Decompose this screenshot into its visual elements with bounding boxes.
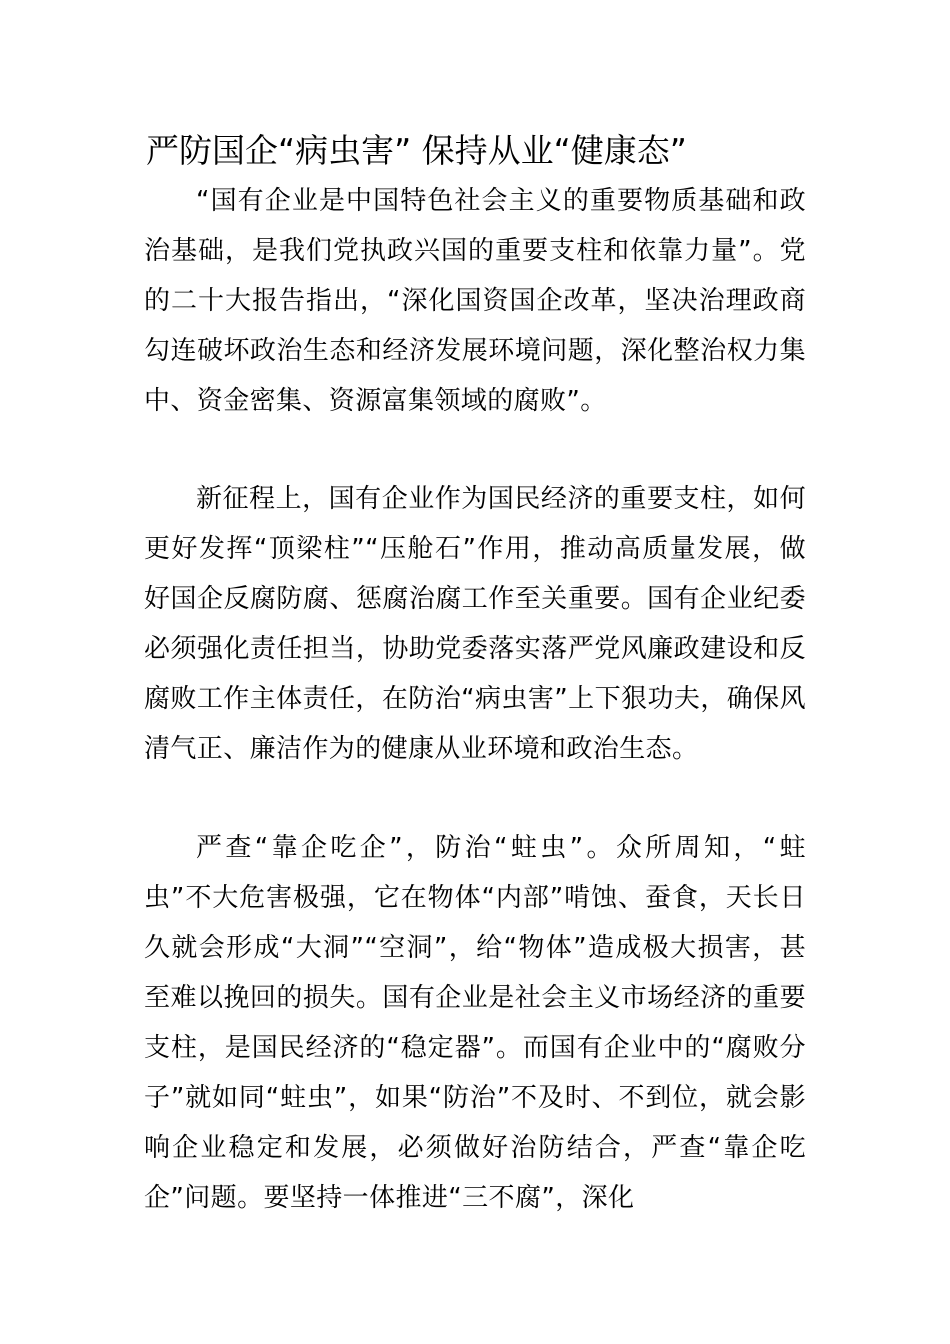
paragraph-1: “国有企业是中国特色社会主义的重要物质基础和政治基础，是我们党执政兴国的重要支柱和依靠力量”。党的二十大报告指出，“深化国资国企改革，坚决治理政商勾连破坏政治生态和经济发展环境问题，深化整治权力集中、资金密集、资源富集领域的腐败”。 <box>144 186 806 416</box>
document-title: 严防国企“病虫害” 保持从业“健康态” <box>146 131 687 170</box>
paragraph-2: 新征程上，国有企业作为国民经济的重要支柱，如何更好发挥“顶梁柱”“压舱石”作用，推动高质量发展，做好国企反腐防腐、惩腐治腐工作至关重要。国有企业纪委必须强化责任担当，协助党委落实落严党风廉政建设和反腐败工作主体责任，在防治“病虫害”上下狠功夫，确保风清气正、廉洁作为的健康从业环境和政治生态。 <box>144 484 806 764</box>
paragraph-3: 严查“靠企吃企”，防治“蛀虫”。众所周知，“蛀虫”不大危害极强，它在物体“内部”啃蚀、蚕食，天长日久就会形成“大洞”“空洞”，给“物体”造成极大损害，甚至难以挽回的损失。国有企业是社会主义市场经济的重要支柱，是国民经济的“稳定器”。而国有企业中的“腐败分子”就如同“蛀虫”，如果“防治”不及时、不到位，就会影响企业稳定和发展，必须做好治防结合，严查“靠企吃企”问题。要坚持一体推进“三不腐”，深化 <box>144 833 806 1213</box>
